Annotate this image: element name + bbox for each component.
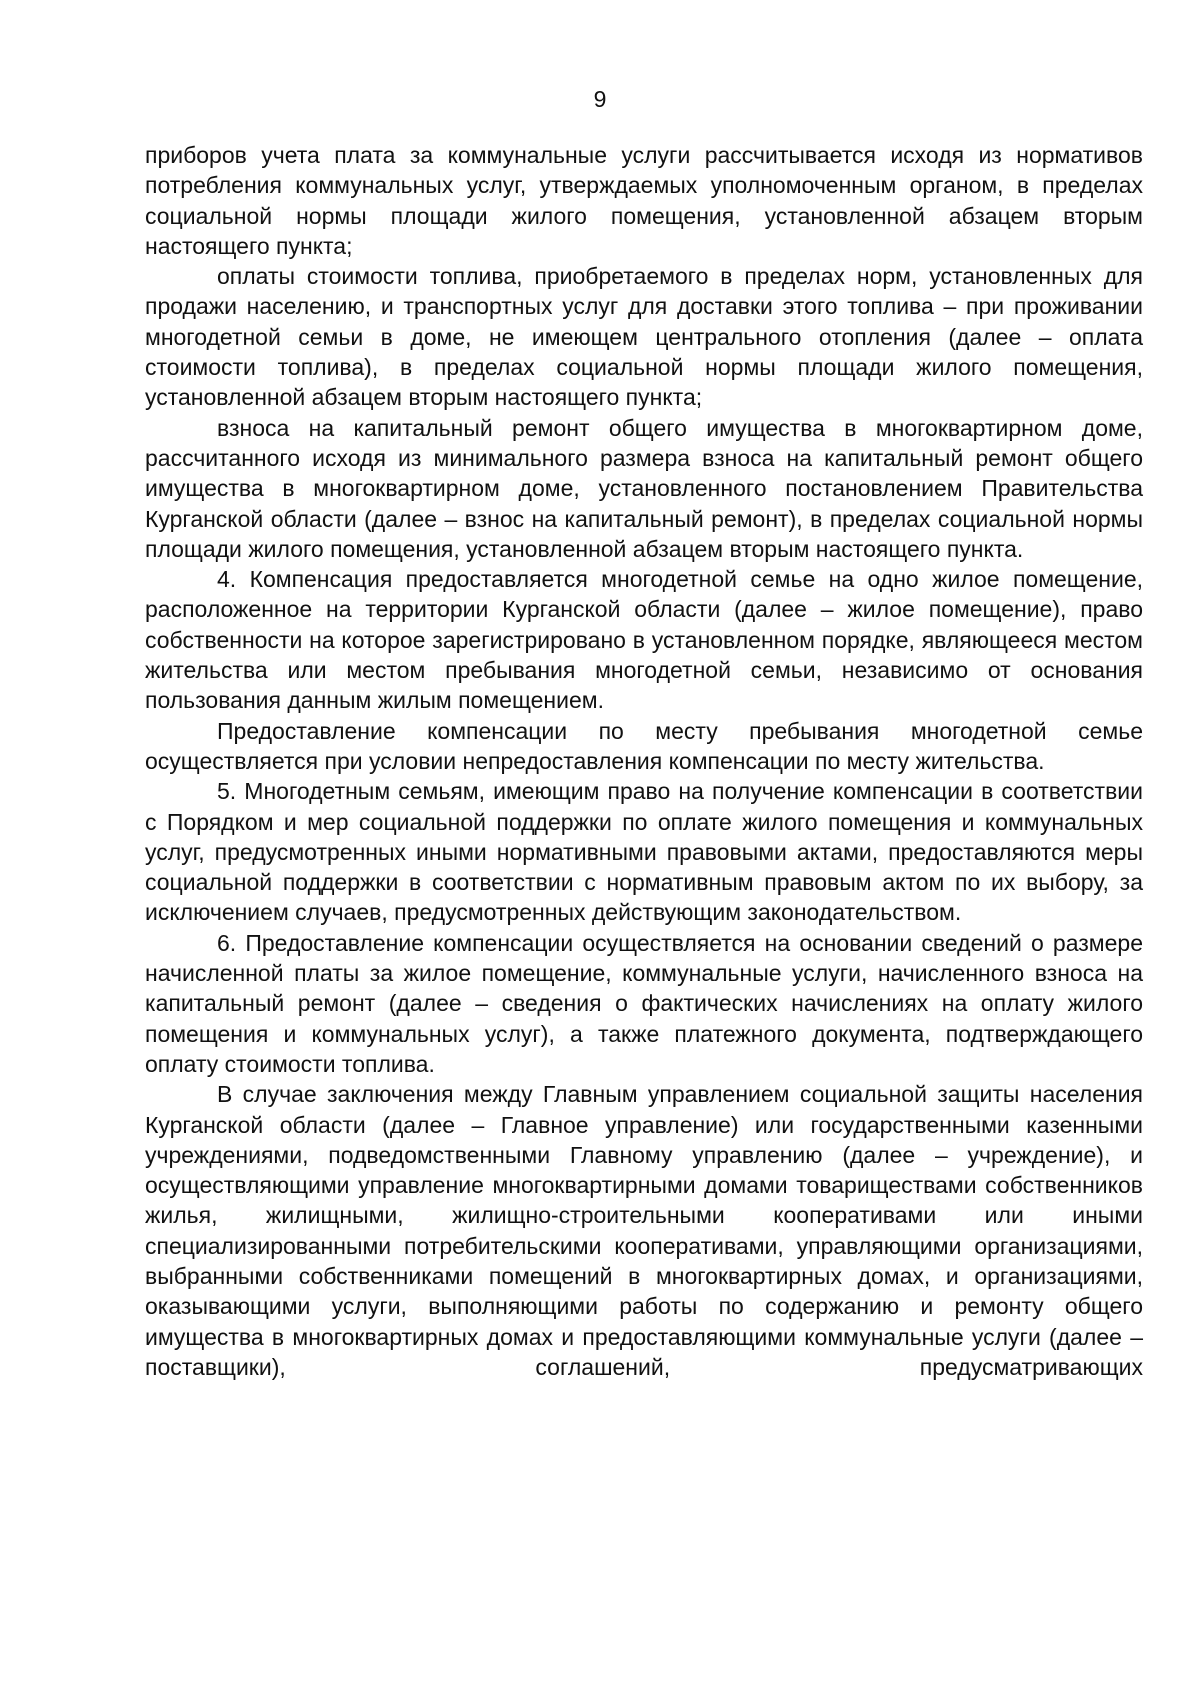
- paragraph: взноса на капитальный ремонт общего имущества в многоквартирном доме, рассчитанного исходя из минимального размера взноса на капитальный ремонт общего имущества в многоквартирном доме, установленного постановлением Правительства Курганской области (далее – взнос на капитальный ремонт), в пределах социальной нормы площади жилого помещения, установленной абзацем вторым настоящего пункта.: [145, 414, 1143, 562]
- paragraph: 5. Многодетным семьям, имеющим право на получение компенсации в соответствии с Порядком и мер социальной поддержки по оплате жилого помещения и коммунальных услуг, предусмотренных иными нормативными правовыми актами, предоставляются меры социальной поддержки в соответствии с нормативным правовым актом по их выбору, за исключением случаев, предусмотренных действующим законодательством.: [145, 778, 1143, 926]
- paragraph: приборов учета плата за коммунальные услуги рассчитывается исходя из нормативов потребления коммунальных услуг, утверждаемых уполномоченным органом, в пределах социальной нормы площади жилого помещения, установленной абзацем вторым настоящего пункта;: [145, 142, 1143, 259]
- paragraph: 4. Компенсация предоставляется многодетной семье на одно жилое помещение, расположенное на территории Курганской области (далее – жилое помещение), право собственности на которое зарегистрировано в установленном порядке, являющееся местом жительства или местом пребывания многодетной семьи, независимо от основания пользования данным жилым помещением.: [145, 566, 1143, 714]
- paragraph: 6. Предоставление компенсации осуществляется на основании сведений о размере начисленной платы за жилое помещение, коммунальные услуги, начисленного взноса на капитальный ремонт (далее – сведения о фактических начислениях на оплату жилого помещения и коммунальных услуг), а также платежного документа, подтверждающего оплату стоимости топлива.: [145, 929, 1143, 1077]
- paragraph: Предоставление компенсации по месту пребывания многодетной семье осуществляется при условии непредоставления компенсации по месту жительства.: [145, 717, 1143, 774]
- page-number: 9: [593, 86, 607, 112]
- paragraph: В случае заключения между Главным управлением социальной защиты населения Курганской области (далее – Главное управление) или государственными казенными учреждениями, подведомственными Главному управлению (далее – учреждение), и осуществляющими управление многоквартирными домами товариществами собственников жилья, жилищными, жилищно-строительными кооперативами или иными специализированными потребительскими кооперативами, управляющими организациями, выбранными собственниками помещений в многоквартирных домах, и организациями, оказывающими услуги, выполняющими работы по содержанию и ремонту общего имущества в многоквартирных домах и предоставляющими коммунальные услуги (далее – поставщики), соглашений, предусматривающих: [145, 1081, 1143, 1380]
- paragraph: оплаты стоимости топлива, приобретаемого в пределах норм, установленных для продажи населению, и транспортных услуг для доставки этого топлива – при проживании многодетной семьи в доме, не имеющем центрального отопления (далее – оплата стоимости топлива), в пределах социальной нормы площади жилого помещения, установленной абзацем вторым настоящего пункта;: [145, 263, 1143, 411]
- document-body: [145, 140, 1143, 1382]
